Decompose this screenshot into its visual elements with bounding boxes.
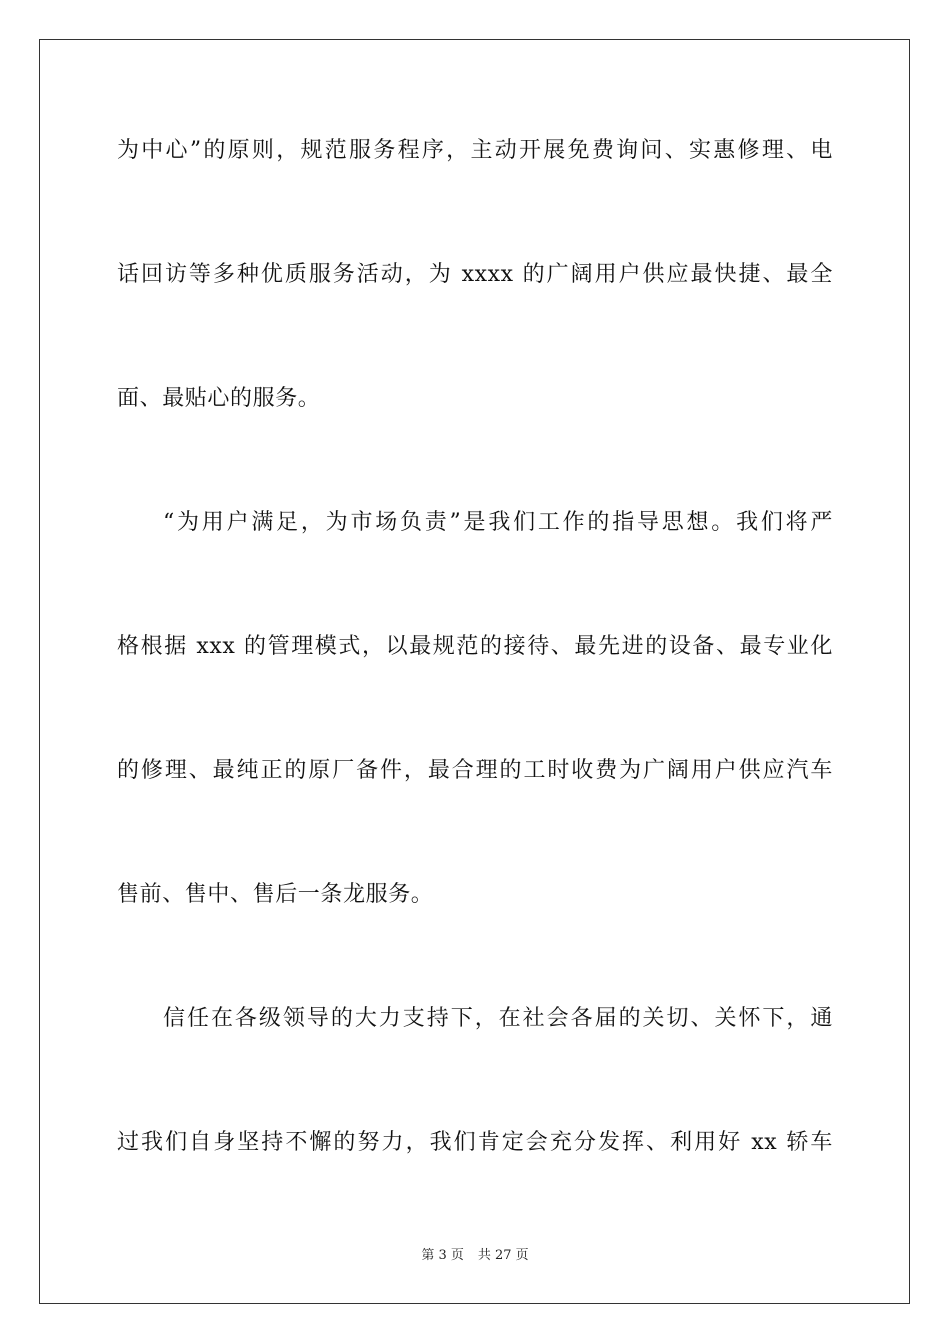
text-line-8: 信任在各级领导的大力支持下，在社会各届的关切、关怀下，通 — [163, 1006, 833, 1031]
page-number: 第 3 页 — [421, 1248, 464, 1263]
page-total: 共 27 页 — [477, 1248, 529, 1263]
text-line-2: 话回访等多种优质服务活动，为 xxxx 的广阔用户供应最快捷、最全 — [117, 262, 833, 287]
text-line-5: 格根据 xxx 的管理模式，以最规范的接待、最先进的设备、最专业化 — [117, 634, 833, 659]
text-line-7: 售前、售中、售后一条龙服务。 — [117, 882, 434, 907]
text-line-3: 面、最贴心的服务。 — [117, 386, 321, 411]
text-line-4: “为用户满足，为市场负责”是我们工作的指导思想。我们将严 — [163, 510, 833, 535]
text-line-6: 的修理、最纯正的原厂备件，最合理的工时收费为广阔用户供应汽车 — [117, 758, 833, 783]
page-footer — [0, 1247, 950, 1265]
text-line-9: 过我们自身坚持不懈的努力，我们肯定会充分发挥、利用好 xx 轿车 — [117, 1130, 833, 1155]
page-border — [39, 39, 910, 1304]
text-line-1: 为中心”的原则，规范服务程序，主动开展免费询问、实惠修理、电 — [117, 138, 833, 163]
